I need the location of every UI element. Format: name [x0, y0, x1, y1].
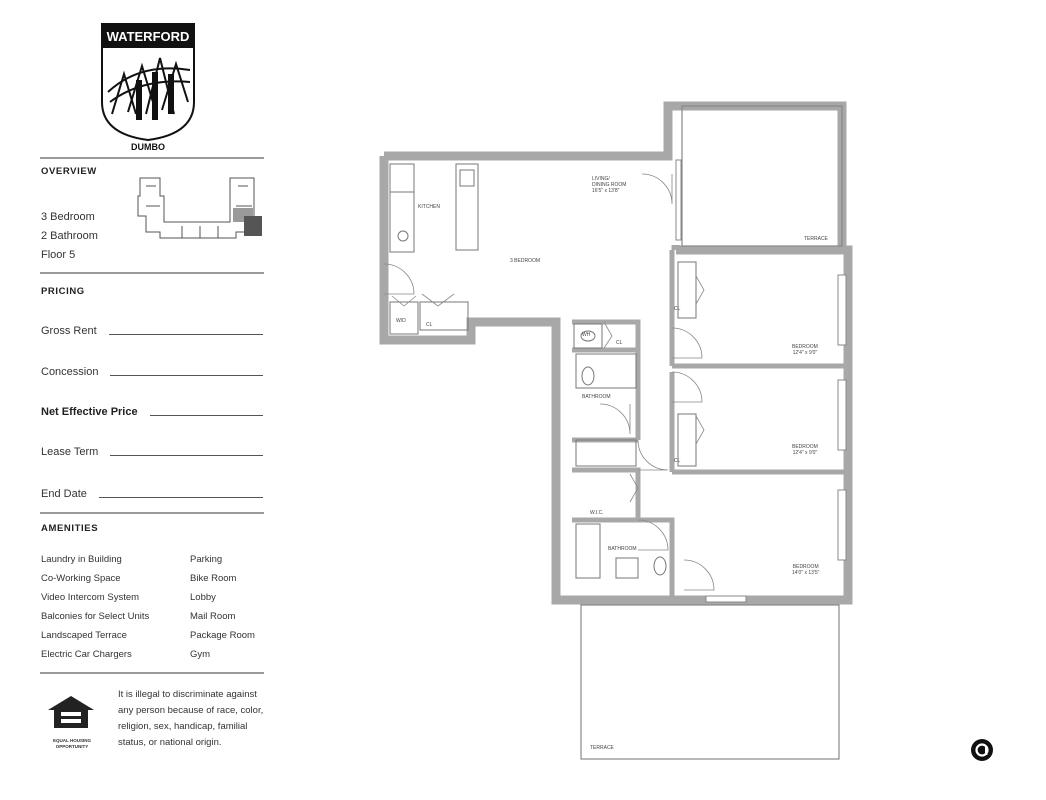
divider	[40, 272, 264, 274]
amenity-item: Co-Working Space	[41, 573, 121, 584]
room-label-closet-bedroom-1: CL	[674, 306, 681, 312]
room-label-bedroom-3-name: BEDROOM	[792, 564, 819, 570]
overview-floor: Floor 5	[41, 249, 76, 261]
room-label-living-dimensions: 16'5" x 13'8"	[592, 188, 620, 194]
end-date-blank	[99, 497, 263, 498]
end-date-label: End Date	[41, 488, 87, 500]
room-label-closet-small: CL	[616, 340, 623, 346]
net-effective-row	[41, 404, 263, 418]
room-label-living	[592, 176, 626, 194]
overview-bathrooms: 2 Bathroom	[41, 230, 98, 242]
amenity-item: Lobby	[190, 592, 216, 603]
amenity-item: Gym	[190, 649, 211, 660]
room-label-closet-bedroom-2: CL	[674, 458, 681, 464]
room-label-bedroom-1-name: BEDROOM	[792, 344, 818, 350]
lease-term-blank	[110, 455, 263, 456]
room-label-bathroom-2: BATHROOM	[608, 546, 637, 552]
equal-housing-label-line2: OPPORTUNITY	[55, 744, 89, 749]
gross-rent-row	[41, 323, 263, 337]
room-label-water-heater: WH	[582, 332, 591, 338]
room-label-closet-kitchen: CL	[426, 322, 433, 328]
amenity-item: Video Intercom System	[41, 592, 140, 603]
amenity-item: Package Room	[190, 630, 255, 641]
room-label-walk-in-closet: W.I.C.	[590, 510, 604, 516]
amenities-title: AMENITIES	[41, 523, 99, 534]
end-date-row	[41, 486, 263, 500]
gross-rent-label: Gross Rent	[41, 325, 97, 337]
gross-rent-blank	[109, 334, 263, 335]
divider	[40, 672, 264, 674]
room-label-bedroom-2	[792, 444, 818, 456]
room-label-living-line2: DINING ROOM	[592, 182, 627, 188]
logo-brand-text: WATERFORD	[106, 29, 190, 44]
equal-housing-label	[40, 738, 104, 750]
net-effective-label: Net Effective Price	[41, 406, 138, 418]
room-label-bedroom-3-dimensions: 14'0" x 13'5"	[792, 570, 820, 576]
amenity-item: Landscaped Terrace	[41, 630, 127, 641]
room-label-bedroom-2-dimensions: 12'4" x 9'0"	[792, 450, 818, 456]
divider	[40, 157, 264, 159]
amenity-item: Bike Room	[190, 573, 237, 584]
fair-housing-disclaimer: It is illegal to discriminate against any person because of race, color, religion, sex, handicap, familial status, or national origin.	[118, 689, 264, 748]
net-effective-blank	[150, 415, 263, 416]
room-label-bedroom-1	[792, 344, 818, 356]
lease-term-label: Lease Term	[41, 446, 99, 458]
amenity-item: Parking	[190, 554, 223, 565]
equal-housing-icon	[46, 694, 96, 730]
building-key-plan	[130, 176, 266, 248]
room-label-terrace-top: TERRACE	[804, 236, 828, 242]
room-label-living-line1: LIVING/	[592, 176, 610, 182]
logo-neighborhood-text: DUMBO	[131, 142, 165, 152]
amenity-item: Laundry in Building	[41, 554, 122, 565]
overview-title: OVERVIEW	[41, 166, 97, 177]
waterford-logo	[100, 22, 196, 154]
amenity-item: Electric Car Chargers	[41, 649, 132, 660]
overview-bedrooms: 3 Bedroom	[41, 211, 95, 223]
brand-mark-icon	[970, 738, 994, 762]
divider	[40, 512, 264, 514]
pricing-title: PRICING	[41, 286, 85, 297]
lease-term-row	[41, 444, 263, 458]
room-label-bathroom-1: BATHROOM	[582, 394, 611, 400]
room-label-washer-dryer: W/D	[396, 318, 406, 324]
room-label-bedroom-1-dimensions: 12'4" x 9'0"	[792, 350, 818, 356]
room-label-bedroom-3	[792, 564, 819, 576]
concession-label: Concession	[41, 366, 99, 378]
concession-blank	[110, 375, 263, 376]
equal-housing-label-line1: EQUAL HOUSING	[53, 738, 91, 743]
concession-row	[41, 364, 263, 378]
amenity-item: Balconies for Select Units	[41, 611, 150, 622]
room-label-kitchen: KITCHEN	[418, 204, 440, 210]
amenity-item: Mail Room	[190, 611, 236, 622]
room-label-terrace-bottom: TERRACE	[590, 745, 614, 751]
floor-plan	[376, 100, 856, 765]
unit-type-label: 3 BEDROOM	[510, 258, 541, 264]
room-label-bedroom-2-name: BEDROOM	[792, 444, 818, 450]
